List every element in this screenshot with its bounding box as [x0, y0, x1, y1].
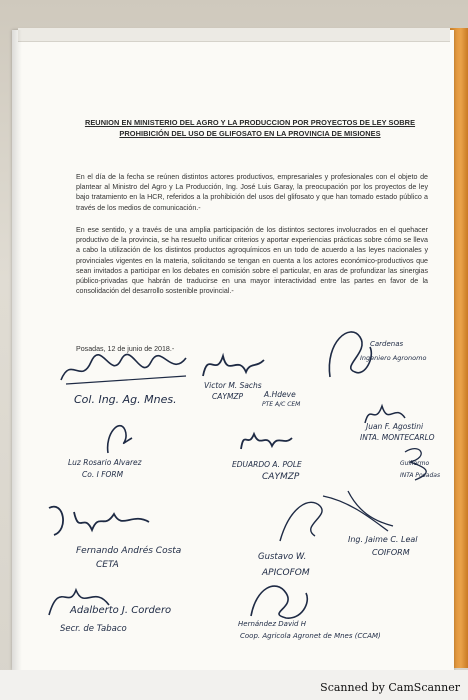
page-shadow	[12, 30, 22, 670]
signature-2-org: A.Hdeve	[264, 390, 296, 399]
signature-10-org: COIFORM	[372, 548, 410, 557]
page-top-edge	[18, 28, 450, 42]
signature-3-org: Ingeniero Agronomo	[360, 354, 427, 362]
signature-9-org: APICOFOM	[262, 568, 310, 578]
paragraph-1: En el día de la fecha se reúnen distintos actores productivos, empresariales y profesionales con el objeto de plantear al Ministro del Agro y La Producción, Ing. José Luis Garay, la preocupación por los proyectos de ley bajo tratamiento en la HCR, referidos a la prohibición del usos del glifosato y que han tomado estado público a través de los medios de comunicación.-	[76, 173, 428, 212]
title-line-2: PROHIBICIÓN DEL USO DE GLIFOSATO EN LA PROVINCIA DE MISIONES	[119, 128, 381, 138]
signature-11-name: Adalberto J. Cordero	[70, 605, 172, 616]
scanner-watermark: Scanned by CamScanner	[320, 681, 460, 694]
signature-6	[236, 424, 296, 459]
signature-6-scribble	[236, 424, 296, 454]
signature-4-name: Juan F. Agostini	[366, 422, 424, 431]
signature-2-name: Victor M. Sachs	[204, 381, 262, 390]
paragraph-2: En ese sentido, y a través de una amplia participación de los distintos sectores involucrados en el quehacer productivo de la provincia, se ha resuelto unificar criterios y aportar experiencias prácticas sobre cómo se lleva a cabo la utilización de los distintos productos agroquímicos en un todo de acuerdo a las leyes nacionales y provinciales vigentes en la materia, solicitando se tengan en cuenta a los actores económico-productivos que sean invitados a participar en los debates en comisión sobre el particular, en aras de profundizar las sinergias público-privadas que habrán de traducirse en una mayor interactividad entre las partes en favor de la consolidación del desarrollo sostenible provincial.-	[76, 226, 428, 296]
signature-11	[44, 580, 114, 625]
title-line-1: REUNION EN MINISTERIO DEL AGRO Y LA PRODUCCION POR PROYECTOS DE LEY SOBRE	[84, 118, 416, 127]
signature-11-org: Secr. de Tabaco	[60, 624, 127, 634]
signature-6-org: CAYMZP	[262, 472, 300, 482]
place-date: Posadas, 12 de junio de 2018.-	[76, 345, 175, 353]
document-title	[70, 118, 430, 139]
signature-6-name: EDUARDO A. POLE	[232, 460, 302, 469]
signature-8-name: Fernando Andrés Costa	[76, 546, 182, 556]
signature-8-scribble	[44, 500, 154, 540]
signature-4-org: INTA. MONTECARLO	[360, 433, 435, 442]
signature-10	[318, 486, 398, 541]
signature-10-scribble	[318, 486, 398, 536]
signature-5	[100, 418, 140, 461]
signature-7-name: Guillermo	[400, 460, 430, 467]
signature-12-scribble	[246, 578, 316, 623]
signature-2-scribble	[198, 348, 268, 383]
signature-7-org: INTA Posadas	[400, 472, 441, 479]
signature-12-name: Hernández David H	[238, 620, 306, 628]
signature-5-name: Luz Rosario Alvarez	[68, 458, 142, 467]
signature-5-scribble	[100, 418, 140, 456]
signature-8	[44, 500, 154, 545]
signature-2-sub: CAYMZP	[212, 392, 244, 401]
signature-3-name: Cardenas	[370, 340, 404, 348]
signature-3-scribble	[320, 322, 380, 382]
signature-9-name: Gustavo W.	[258, 552, 307, 562]
signature-8-org: CETA	[96, 560, 119, 570]
signature-5-org: Co. I FORM	[82, 470, 124, 479]
signature-1-scribble	[56, 350, 196, 390]
signature-12-org: Coop. Agricola Agronet de Mnes (CCAM)	[240, 632, 381, 640]
signature-1-text: Col. Ing. Ag. Mnes.	[74, 393, 177, 406]
signature-10-name: Ing. Jaime C. Leal	[348, 535, 418, 544]
signature-2-position: PTE A/C CEM	[262, 401, 301, 408]
signature-1	[56, 350, 196, 395]
